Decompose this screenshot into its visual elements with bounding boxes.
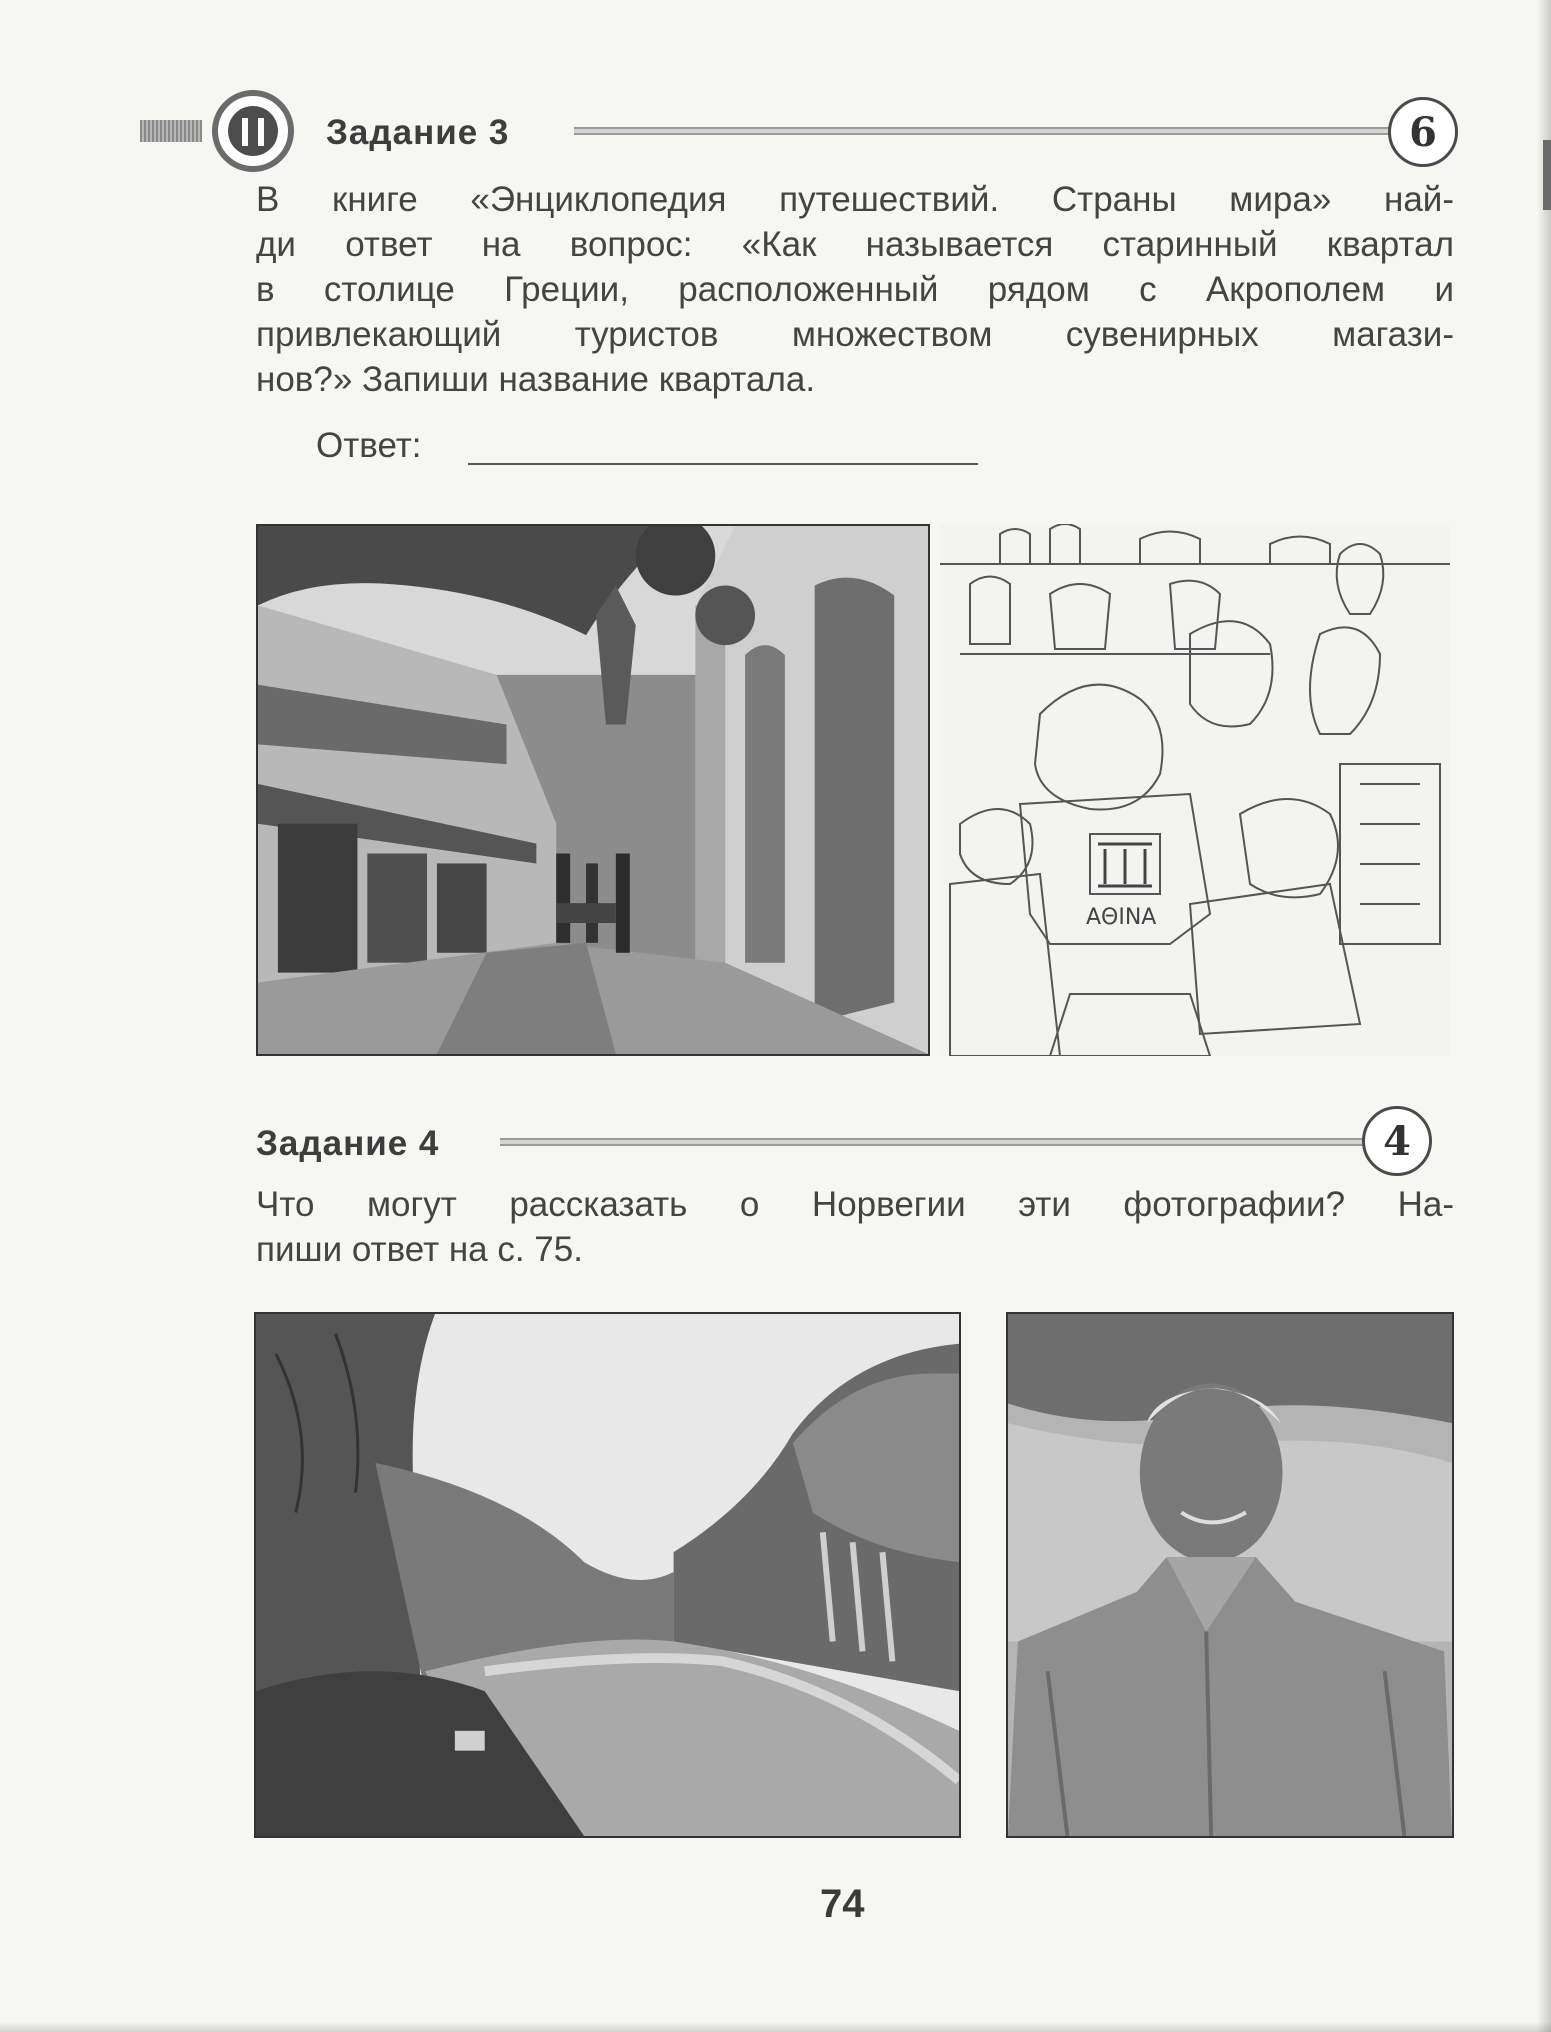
- task-3-line: ди ответ на вопрос: «Как называется старинный квартал: [256, 225, 1454, 264]
- task-3-rule: [574, 127, 1392, 135]
- task-3-line: привлекающий туристов множеством сувенирных магази-: [256, 315, 1454, 354]
- souvenir-shop-illustration: [940, 524, 1450, 1056]
- page-number: 74: [820, 1882, 865, 1926]
- section-marker-bar: [140, 120, 202, 142]
- task-3-line: в столице Греции, расположенный рядом с Акрополем и: [256, 270, 1454, 309]
- task-3-title: Задание 3: [326, 113, 510, 152]
- task-4-score-circle: 4: [1362, 1106, 1432, 1176]
- illustration-shirt-text: AΘINA: [1086, 905, 1157, 930]
- task-4-text: [256, 1182, 1454, 1272]
- task-3-line: В книге «Энциклопедия путешествий. Страны мира» най-: [256, 180, 1454, 219]
- scan-edge-mark: [1543, 140, 1551, 210]
- task-3-line: нов?» Запиши название квартала.: [256, 360, 816, 399]
- task-3-score-circle: 6: [1388, 97, 1458, 167]
- task-4-title: Задание 4: [256, 1124, 440, 1163]
- task-4-line: пиши ответ на с. 75.: [256, 1230, 583, 1269]
- fjord-photo: [254, 1312, 961, 1838]
- answer-label: Ответ:: [316, 426, 422, 465]
- book-section-icon: [212, 90, 294, 172]
- scan-bottom-shadow: [0, 2022, 1551, 2032]
- portrait-photo: [1006, 1312, 1454, 1838]
- task-4-line: Что могут рассказать о Норвегии эти фотографии? На-: [256, 1185, 1454, 1224]
- answer-field-line[interactable]: [468, 463, 978, 465]
- scan-edge-shadow: [1537, 0, 1551, 2032]
- task-4-rule: [500, 1138, 1366, 1146]
- task-3-text: [256, 177, 1454, 402]
- plaka-street-photo: [256, 524, 930, 1056]
